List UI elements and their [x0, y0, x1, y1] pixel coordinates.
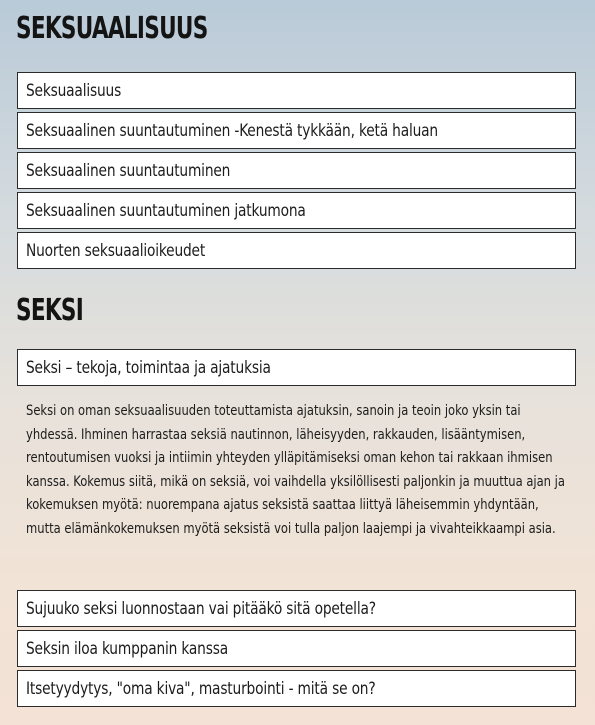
accordion-seksuaalisuus [17, 72, 576, 272]
accordion-item-suuntautuminen[interactable] [17, 152, 576, 189]
accordion-item-label: Seksuaalinen suuntautuminen jatkumona [26, 200, 306, 221]
panel-paragraph: Seksi on oman seksuaalisuuden toteuttamista ajatuksin, sanoin ja teoin joko yksin tai yhdessä. Ihminen harrastaa seksiä nautinnon, läheisyyden, rakkauden, lisääntymisen, rentoutumisen vuoksi ja intiimin yhteyden ylläpitämiseksi oman kehon tai rakkaan ihmisen kanssa. Kokemus siitä, mikä on seksiä, voi vaihdella yksilöllisesti paljonkin ja muuttua ajan ja kokemuksen myötä: nuorempana ajatus seksistä saattaa liittyä läheisemmin yhdyntään, mutta elämänkokemuksen myötä seksistä voi tulla paljon laajempi ja vivahteikkaampi asia. [26, 403, 565, 537]
accordion-item-seksi-tekoja[interactable] [17, 349, 576, 386]
accordion-item-sujuuko-seksi[interactable] [17, 590, 576, 627]
accordion-item-label: Seksin iloa kumppanin kanssa [26, 638, 228, 659]
accordion-item-itsetyydytys[interactable] [17, 670, 576, 707]
accordion-seksi-expanded [17, 349, 576, 389]
accordion-seksi [17, 590, 576, 710]
accordion-item-label: Sujuuko seksi luonnostaan vai pitääkö sitä opetella? [26, 598, 376, 619]
accordion-item-label: Seksuaalisuus [26, 80, 122, 101]
accordion-item-label: Seksuaalinen suuntautuminen -Kenestä tykkään, ketä haluan [26, 120, 438, 141]
accordion-item-label: Nuorten seksuaalioikeudet [26, 240, 206, 261]
accordion-panel-text [26, 400, 571, 541]
section-title-seksuaalisuus: SEKSUAALISUUS [16, 11, 208, 46]
accordion-item-label: Seksuaalinen suuntautuminen [26, 160, 231, 181]
accordion-item-seksuaalisuus[interactable] [17, 72, 576, 109]
accordion-item-suuntautuminen-kenesta[interactable] [17, 112, 576, 149]
accordion-item-seksuaalioikeudet[interactable] [17, 232, 576, 269]
accordion-item-suuntautuminen-jatkumona[interactable] [17, 192, 576, 229]
accordion-item-label: Itsetyydytys, "oma kiva", masturbointi - mitä se on? [26, 678, 376, 699]
accordion-item-seksin-iloa[interactable] [17, 630, 576, 667]
section-title-seksi: SEKSI [16, 293, 84, 328]
accordion-item-label: Seksi – tekoja, toimintaa ja ajatuksia [26, 357, 271, 378]
